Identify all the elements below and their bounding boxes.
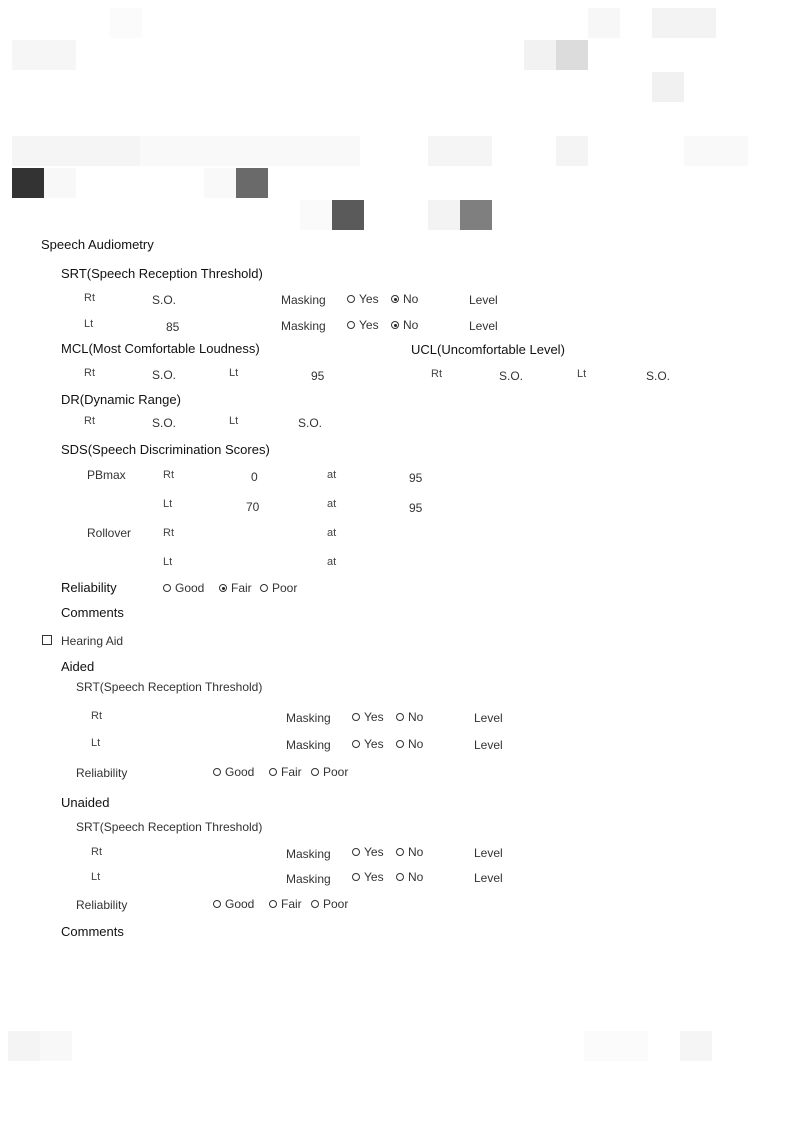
dr-rt-label: Rt [84,415,95,427]
srt-rt-masking-no[interactable] [391,292,418,306]
reliability-poor[interactable] [260,581,297,595]
radio-icon [396,848,404,856]
ucl-rt-value: S.O. [499,369,524,383]
radio-label: Good [225,897,255,911]
sds-rollover-rt-at: at [327,527,337,539]
redaction-block [680,1031,712,1061]
aided-rt-level-label: Level [474,711,503,725]
redaction-block [584,1031,648,1061]
aided-rt-masking-label: Masking [286,711,331,725]
radio-label: Yes [364,710,384,724]
radio-label: Poor [272,581,298,595]
redaction-block [652,72,684,102]
dr-heading: DR(Dynamic Range) [61,392,181,407]
unaided-lt-masking-yes[interactable] [352,870,384,884]
radio-icon [352,740,360,748]
sds-pbmax-lt-score: 70 [246,500,260,514]
dr-lt-label: Lt [229,415,239,427]
aided-reliability-good[interactable] [213,765,254,779]
unaided-rt-level-label: Level [474,846,503,860]
redaction-block [588,8,620,38]
radio-label: Fair [281,765,302,779]
ucl-lt-label: Lt [577,368,587,380]
srt-lt-masking-yes[interactable] [347,318,379,332]
radio-selected-icon [391,321,399,329]
sds-rollover-label: Rollover [87,526,132,540]
srt-lt-label: Lt [84,318,94,330]
unaided-comments-label: Comments [61,924,124,939]
sds-pbmax-label: PBmax [87,468,126,482]
dr-lt-value: S.O. [298,416,323,430]
aided-srt-heading: SRT(Speech Reception Threshold) [76,680,263,694]
redaction-block [300,200,332,230]
redaction-block [44,168,76,198]
reliability-label: Reliability [61,580,117,595]
sds-pbmax-lt-label: Lt [163,498,173,510]
unaided-heading: Unaided [61,795,110,810]
unaided-rt-masking-yes[interactable] [352,845,384,859]
unaided-rt-masking-no[interactable] [396,845,423,859]
aided-rt-masking-no[interactable] [396,710,423,724]
redaction-block [8,1031,40,1061]
unaided-lt-level-label: Level [474,871,503,885]
aided-reliability-fair[interactable] [269,765,302,779]
dr-rt-value: S.O. [152,416,177,430]
radio-label: No [403,318,419,332]
radio-label: Yes [364,870,384,884]
redaction-block [12,136,140,166]
redaction-block [524,40,556,70]
radio-icon [311,768,319,776]
unaided-reliability-fair[interactable] [269,897,302,911]
srt-lt-masking-no[interactable] [391,318,418,332]
radio-label: Poor [323,765,349,779]
aided-reliability-label: Reliability [76,766,128,780]
sds-pbmax-lt-at: at [327,498,337,510]
redaction-block [12,168,44,198]
sds-rollover-rt-label: Rt [163,527,174,539]
sds-rollover-lt-label: Lt [163,556,173,568]
srt-rt-level-label: Level [469,293,498,307]
redaction-block [428,136,492,166]
radio-icon [347,295,355,303]
redaction-block [652,8,716,38]
radio-label: Yes [359,292,379,306]
radio-selected-icon [219,584,227,592]
srt-rt-value: S.O. [152,293,177,307]
mcl-heading: MCL(Most Comfortable Loudness) [61,341,260,356]
aided-rt-masking-yes[interactable] [352,710,384,724]
redaction-block [40,1031,72,1061]
section-title: Speech Audiometry [41,237,154,252]
radio-icon [269,768,277,776]
sds-pbmax-rt-at-value: 95 [409,471,423,485]
ucl-rt-label: Rt [431,368,442,380]
redaction-block [556,136,588,166]
unaided-reliability-label: Reliability [76,898,128,912]
aided-lt-label: Lt [91,737,101,749]
radio-label: Yes [359,318,379,332]
radio-icon [213,768,221,776]
redaction-block [684,136,748,166]
unaided-rt-masking-label: Masking [286,847,331,861]
mcl-lt-value: 95 [311,369,325,383]
sds-pbmax-lt-at-value: 95 [409,501,423,515]
radio-icon [347,321,355,329]
redaction-block [236,168,268,198]
unaided-lt-masking-no[interactable] [396,870,423,884]
redaction-block [140,136,360,166]
unaided-reliability-good[interactable] [213,897,254,911]
aided-heading: Aided [61,659,95,674]
redaction-block [428,200,460,230]
aided-rt-label: Rt [91,710,102,722]
reliability-good[interactable] [163,581,204,595]
srt-lt-masking-label: Masking [281,319,326,333]
sds-pbmax-rt-label: Rt [163,469,174,481]
radio-label: Good [175,581,205,595]
unaided-srt-heading: SRT(Speech Reception Threshold) [76,820,263,834]
comments-label: Comments [61,605,124,620]
radio-icon [352,713,360,721]
unaided-rt-label: Rt [91,846,102,858]
aided-lt-masking-label: Masking [286,738,331,752]
redaction-block [110,8,142,38]
mcl-rt-value: S.O. [152,368,177,382]
sds-heading: SDS(Speech Discrimination Scores) [61,442,270,457]
mcl-lt-label: Lt [229,367,239,379]
redaction-block [556,40,588,70]
sds-pbmax-rt-at: at [327,469,337,481]
radio-icon [269,900,277,908]
srt-rt-masking-label: Masking [281,293,326,307]
radio-label: Poor [323,897,349,911]
radio-label: Good [225,765,255,779]
srt-heading: SRT(Speech Reception Threshold) [61,266,263,281]
radio-icon [311,900,319,908]
radio-icon [396,873,404,881]
aided-lt-masking-no[interactable] [396,737,423,751]
hearing-aid-label: Hearing Aid [61,634,124,648]
redaction-block [460,200,492,230]
radio-label: No [408,870,424,884]
srt-rt-label: Rt [84,292,95,304]
ucl-lt-value: S.O. [646,369,671,383]
sds-rollover-lt-at: at [327,556,337,568]
aided-lt-masking-yes[interactable] [352,737,384,751]
radio-icon [213,900,221,908]
hearing-aid-checkbox[interactable] [42,635,52,645]
radio-icon [352,848,360,856]
aided-lt-level-label: Level [474,738,503,752]
radio-label: No [408,737,424,751]
radio-icon [163,584,171,592]
radio-label: Fair [231,581,252,595]
radio-label: No [408,710,424,724]
radio-label: Fair [281,897,302,911]
redaction-block [332,200,364,230]
reliability-fair[interactable] [219,581,252,595]
srt-rt-masking-yes[interactable] [347,292,379,306]
redaction-block [12,40,76,70]
unaided-reliability-poor[interactable] [311,897,348,911]
sds-pbmax-rt-score: 0 [251,470,258,484]
srt-lt-level-label: Level [469,319,498,333]
radio-icon [396,740,404,748]
radio-icon [396,713,404,721]
radio-label: No [403,292,419,306]
radio-selected-icon [391,295,399,303]
radio-label: Yes [364,737,384,751]
aided-reliability-poor[interactable] [311,765,348,779]
srt-lt-value: 85 [166,320,180,334]
radio-icon [260,584,268,592]
radio-label: No [408,845,424,859]
ucl-heading: UCL(Uncomfortable Level) [411,342,565,357]
unaided-lt-label: Lt [91,871,101,883]
mcl-rt-label: Rt [84,367,95,379]
radio-label: Yes [364,845,384,859]
unaided-lt-masking-label: Masking [286,872,331,886]
radio-icon [352,873,360,881]
redaction-block [204,168,236,198]
